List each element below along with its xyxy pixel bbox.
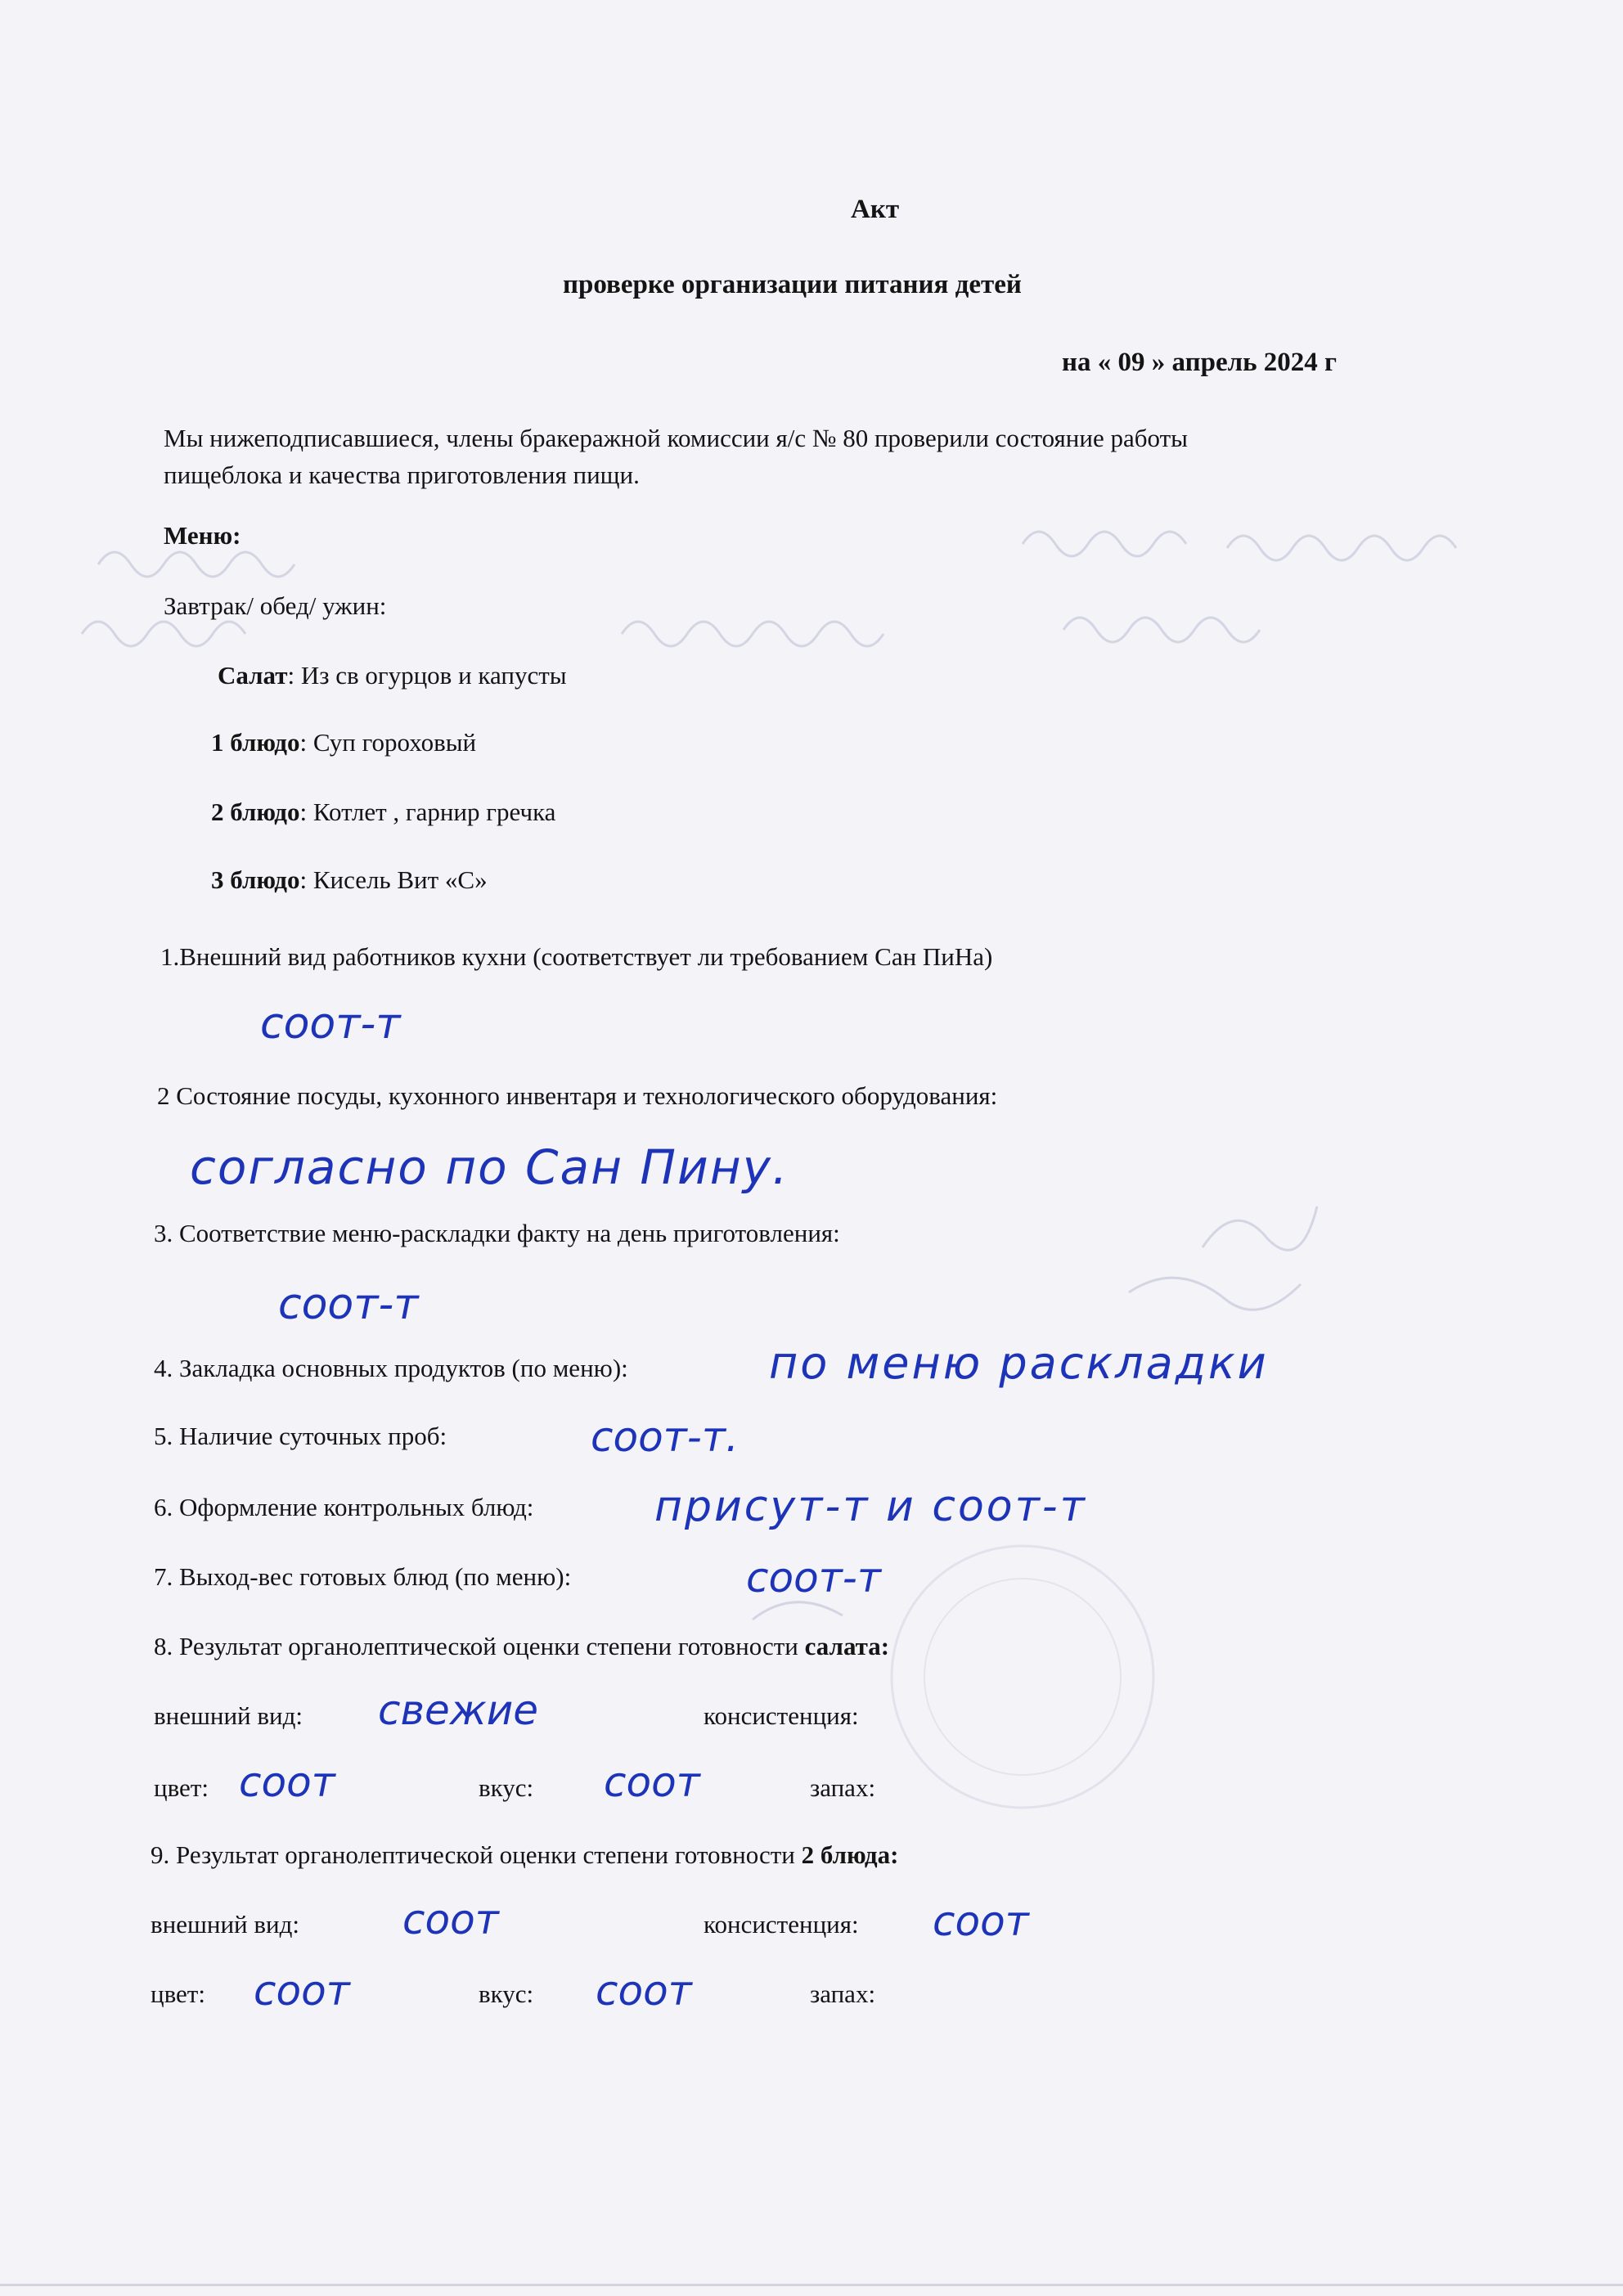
check-4-text: 4. Закладка основных продуктов (по меню): bbox=[154, 1354, 628, 1382]
menu-item-dish-3 bbox=[211, 865, 488, 895]
check-5-text: 5. Наличие суточных проб: bbox=[154, 1422, 447, 1450]
dish2-heading bbox=[151, 1840, 898, 1870]
dish2-taste-value: соот bbox=[596, 1967, 692, 2015]
menu-item-value: : Кисель Вит «С» bbox=[299, 865, 488, 894]
act-subtitle: проверке организации питания детей bbox=[563, 270, 1022, 299]
salad-taste-value: соот bbox=[604, 1759, 700, 1806]
salad-heading-bold: салата: bbox=[804, 1632, 890, 1660]
salad-consistency-label: консистенция: bbox=[704, 1701, 859, 1730]
dish2-taste-label: вкус: bbox=[479, 1979, 534, 2008]
menu-item-value: : Котлет , гарнир гречка bbox=[299, 798, 556, 826]
check-7-answer: соот-т bbox=[746, 1554, 881, 1602]
dish2-consistency-label: консистенция: bbox=[704, 1910, 859, 1939]
check-5-answer: соот-т. bbox=[591, 1413, 739, 1461]
menu-item-label: 1 блюдо bbox=[211, 728, 300, 757]
salad-heading-text: 8. Результат органолептической оценки степени готовности bbox=[154, 1632, 805, 1660]
act-title: Акт bbox=[851, 195, 900, 224]
salad-appearance-value: свежие bbox=[378, 1687, 539, 1734]
intro-line-2: пищеблока и качества приготовления пищи. bbox=[164, 461, 640, 489]
check-6-answer: присут-т и соот-т bbox=[654, 1482, 1087, 1531]
menu-item-label: Салат bbox=[218, 661, 288, 690]
act-date: на « 09 » апрель 2024 г bbox=[1062, 348, 1338, 377]
dish2-smell-label: запах: bbox=[810, 1979, 876, 2008]
dish2-color-value: соот bbox=[254, 1967, 350, 2015]
menu-item-dish-1 bbox=[211, 728, 476, 757]
intro-line-1: Мы нижеподписавшиеся, члены бракеражной комиссии я/с № 80 проверили состояние работы bbox=[164, 424, 1188, 452]
salad-smell-label: запах: bbox=[810, 1773, 876, 1802]
menu-item-salad bbox=[218, 661, 567, 690]
check-3-answer: соот-т bbox=[278, 1280, 419, 1329]
menu-item-label: 2 блюдо bbox=[211, 798, 300, 826]
menu-item-value: : Из св огурцов и капусты bbox=[287, 661, 567, 690]
salad-appearance-label: внешний вид: bbox=[154, 1701, 303, 1730]
menu-item-label: 3 блюдо bbox=[211, 865, 300, 894]
salad-color-value: соот bbox=[239, 1759, 335, 1806]
meals-label: Завтрак/ обед/ ужин: bbox=[164, 591, 387, 620]
dish2-appearance-value: соот bbox=[402, 1896, 499, 1943]
check-6-text: 6. Оформление контрольных блюд: bbox=[154, 1493, 534, 1521]
check-1-text: 1.Внешний вид работников кухни (соответствует ли требованием Сан ПиНа) bbox=[160, 942, 993, 971]
salad-color-label: цвет: bbox=[154, 1773, 209, 1802]
check-2-text: 2 Состояние посуды, кухонного инвентаря и технологического оборудования: bbox=[157, 1081, 998, 1110]
check-1-answer: соот-т bbox=[260, 1000, 401, 1049]
menu-item-dish-2 bbox=[211, 798, 555, 827]
dish2-appearance-label: внешний вид: bbox=[151, 1910, 299, 1939]
check-2-answer: согласно по Сан Пину. bbox=[190, 1139, 789, 1195]
check-7-text: 7. Выход-вес готовых блюд (по меню): bbox=[154, 1562, 572, 1591]
menu-label: Меню: bbox=[164, 521, 241, 550]
dish2-heading-bold: 2 блюда: bbox=[801, 1840, 899, 1869]
salad-taste-label: вкус: bbox=[479, 1773, 534, 1802]
check-4-answer: по меню раскладки bbox=[769, 1337, 1269, 1389]
check-3-text: 3. Соответствие меню-раскладки факту на день приготовления: bbox=[154, 1219, 840, 1247]
dish2-heading-text: 9. Результат органолептической оценки степени готовности bbox=[151, 1840, 802, 1869]
menu-item-value: : Суп гороховый bbox=[299, 728, 477, 757]
page-bottom-edge bbox=[0, 2284, 1623, 2286]
salad-heading bbox=[154, 1632, 889, 1661]
dish2-color-label: цвет: bbox=[151, 1979, 205, 2008]
dish2-consistency-value: соот bbox=[933, 1898, 1029, 1945]
